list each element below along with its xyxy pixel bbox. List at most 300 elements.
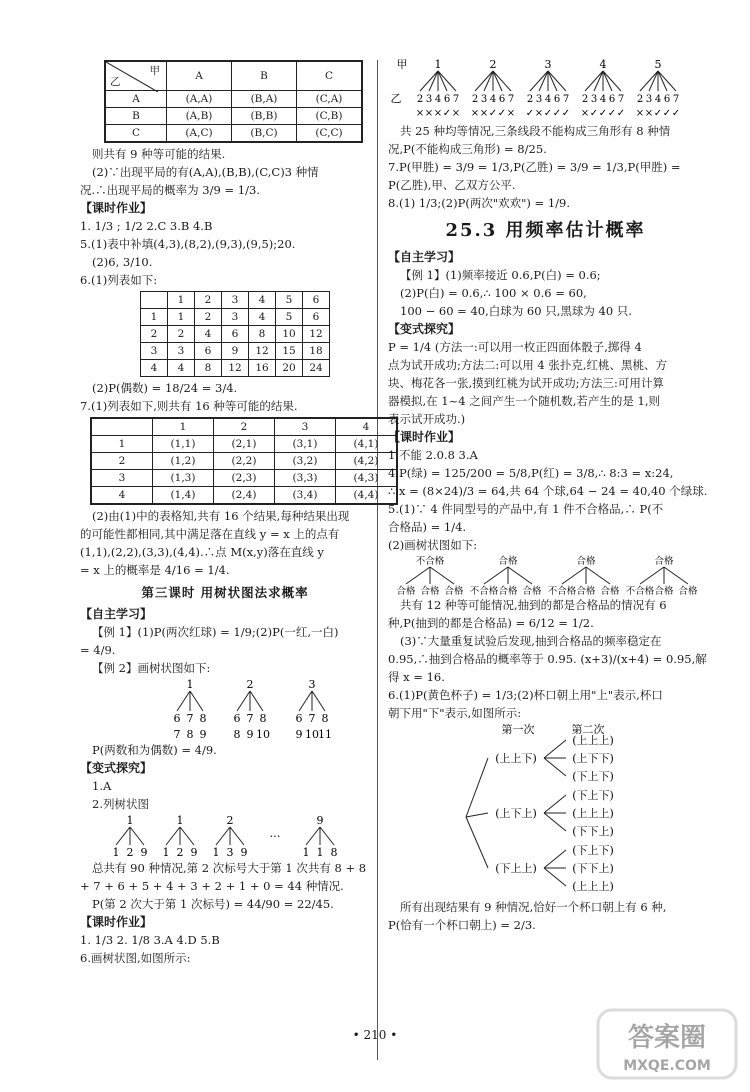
table-cell: (A,B): [167, 108, 232, 125]
column-divider: [377, 60, 378, 1060]
tree-root: 1: [434, 58, 442, 71]
tree-branch: [544, 758, 566, 776]
left-column: [80, 58, 379, 967]
tree-branch: [429, 71, 438, 91]
text-line: (2)P(白) = 0.6,∴ 100 × 0.6 = 60,: [400, 286, 587, 300]
table-row: [141, 360, 330, 377]
tree-branch: [180, 827, 194, 845]
table-cell: 24: [303, 360, 330, 377]
table-cell: (2,4): [214, 487, 275, 505]
lesson-title: 第三课时 用树状图法求概率: [141, 585, 309, 600]
table-cell: (B,C): [232, 125, 297, 143]
table-cell: 15: [276, 343, 303, 360]
tree-leaf: 1: [162, 846, 170, 859]
table-cell: A: [167, 61, 232, 91]
text-line: 表示试开成功.): [388, 412, 466, 426]
table-cell: 8: [195, 360, 222, 377]
table-cell: 4: [91, 487, 153, 505]
table-cell: B: [232, 61, 297, 91]
tree-first: (上下上): [495, 807, 537, 820]
tree-leaf: 3: [480, 94, 488, 105]
table-cell: (4,3): [336, 470, 398, 487]
tree-mark: ✓: [488, 108, 498, 119]
tree-branch: [544, 740, 566, 758]
table-cell: (A,A): [167, 91, 232, 108]
tree-diagram-quality: [388, 554, 703, 596]
tree-mark: ✓: [552, 108, 562, 119]
table-cell: 3: [168, 343, 195, 360]
tree-leaf: 4: [434, 94, 442, 105]
tree-leaf: 6: [173, 712, 181, 725]
tree-mark: ×: [635, 108, 645, 119]
tree-branch: [649, 71, 658, 91]
table-cell: (2,3): [214, 470, 275, 487]
text-line: = x 上的概率是 4/16 = 1/4.: [80, 563, 230, 577]
tree-sum: 8: [186, 728, 194, 741]
table-cell: 5: [276, 309, 303, 326]
section-heading: 【变式探究】: [388, 322, 461, 336]
tree-mark: ×: [506, 108, 516, 119]
tree-branch: [484, 71, 493, 91]
tree-leaf: 2: [471, 94, 479, 105]
text-line: P(恰有一个杯口朝上) = 2/3.: [388, 918, 536, 932]
table-cell: 3: [275, 418, 336, 436]
tree-leaf: 合格: [576, 586, 596, 596]
tree-leaf: 4: [599, 94, 607, 105]
tree-leaf: 7: [186, 712, 194, 725]
tree-root: 2: [489, 58, 497, 71]
tree-col-header: 第一次: [501, 723, 535, 736]
tree-leaf: 6: [553, 94, 561, 105]
tree-leaf: 7: [308, 712, 316, 725]
text-line: (1,1),(2,2),(3,3),(4,4).∴点 M(x,y)落在直线 y: [80, 545, 324, 559]
table-cell: 12: [303, 326, 330, 343]
tree-branch: [420, 71, 438, 91]
tree-branch: [530, 71, 548, 91]
tree-mark: ✓: [653, 108, 663, 119]
table-cell: 4: [195, 326, 222, 343]
tree-sum: 9: [246, 728, 254, 741]
tree-root: 合格: [498, 556, 518, 567]
text-line: 0.95,∴抽到合格品的概率等于 0.95. (x+3)/(x+4) = 0.95,解: [388, 652, 707, 666]
tree-leaf: 4: [544, 94, 552, 105]
table-cell: 12: [249, 343, 276, 360]
table-cell: (1,1): [153, 436, 214, 453]
table-2: [140, 291, 330, 377]
tree-diagram-triangles: [388, 58, 703, 122]
tree-branch: [493, 71, 511, 91]
tree-mark: ×: [424, 108, 434, 119]
tree-sum: 7: [173, 728, 181, 741]
table-cell: 4: [249, 292, 276, 309]
table-cell: 2: [195, 309, 222, 326]
tree-leaf: 1: [316, 846, 324, 859]
text-line: 5.(1)表中补填(4,3),(8,2),(9,3),(9,5);20.: [80, 237, 296, 251]
table-row: [105, 108, 362, 125]
table-cell: (B,B): [232, 108, 297, 125]
tree-root: 3: [308, 678, 316, 691]
watermark-line2: MXQE.COM: [623, 1058, 711, 1074]
table-row: [91, 453, 397, 470]
tree-mark: ×: [644, 108, 654, 119]
tree-leaf: 3: [645, 94, 653, 105]
tree-leaf: 3: [535, 94, 543, 105]
table-cell: (B,A): [232, 91, 297, 108]
text-line: 8.(1) 1/3;(2)P(两次"欢欢") = 1/9.: [388, 196, 570, 210]
tree-branch: [312, 691, 325, 711]
tree-branch: [493, 71, 502, 91]
text-line: 6.(1)P(黄色杯子) = 1/3;(2)杯口朝上用"上"表示,杯口: [388, 688, 663, 702]
text-line: (2)6, 3/10.: [92, 255, 153, 269]
tree-leaf: 9: [140, 846, 148, 859]
tree-branch: [640, 567, 664, 584]
tree-diagram-labels: [80, 813, 370, 859]
tree-second: (下下上): [572, 862, 614, 875]
table-cell: (C,B): [297, 108, 363, 125]
tree-mark: ×: [433, 108, 443, 119]
tree-mark: ✓: [607, 108, 617, 119]
tree-sum: 9: [199, 728, 207, 741]
tree-branch: [299, 691, 312, 711]
tree-mark: ✓: [543, 108, 553, 119]
table-header-row: [91, 418, 397, 436]
tree-branch: [664, 567, 688, 584]
table-1-corner: [105, 61, 167, 91]
text-line: + 7 + 6 + 5 + 4 + 3 + 2 + 1 + 0 = 44 种情况.: [80, 879, 344, 893]
tree-root: 合格: [654, 556, 674, 567]
table-cell: 1: [141, 309, 168, 326]
tree-leaf: 6: [233, 712, 241, 725]
table-cell: 3: [91, 470, 153, 487]
tree-branch: [466, 813, 488, 817]
tree-second: (上下下): [572, 752, 614, 765]
table-cell: 9: [222, 343, 249, 360]
tree-root: 不合格: [415, 556, 445, 567]
table-cell: (3,1): [275, 436, 336, 453]
text-line: P = 1/4 (方法一:可以用一枚正四面体骰子,掷得 4: [388, 340, 642, 354]
tree-leaf: 7: [246, 712, 254, 725]
tree-leaf: 4: [489, 94, 497, 105]
tree-mark: ✓: [525, 108, 535, 119]
text-line: 1.不能 2.0.8 3.A: [388, 448, 478, 462]
text-line: P(乙胜),甲、乙双方公平.: [388, 178, 516, 192]
tree-leaf: 8: [199, 712, 207, 725]
table-cell: 4: [336, 418, 398, 436]
table-row: [141, 326, 330, 343]
text-line: ∴ x = (8×24)/3 = 64,共 64 个球,64 − 24 = 40,40 个绿球.: [388, 484, 708, 498]
tree-leaf: 8: [321, 712, 329, 725]
table-cell: 5: [276, 292, 303, 309]
tree-leaf: 1: [302, 846, 310, 859]
tree-label-yi: 乙: [390, 92, 402, 105]
tree-leaf: 2: [416, 94, 424, 105]
table-cell: 4: [141, 360, 168, 377]
table-1: [104, 60, 363, 143]
tree-second: (下上下): [572, 844, 614, 857]
tree-branch: [544, 795, 566, 813]
table-cell: 3: [222, 292, 249, 309]
text-line: 【例 2】画树状图如下:: [92, 661, 211, 675]
tree-branch: [603, 71, 621, 91]
tree-leaf: 6: [498, 94, 506, 105]
tree-branch: [508, 567, 532, 584]
table-cell: (4,1): [336, 436, 398, 453]
watermark-logo: [592, 1004, 742, 1084]
tree-first: (上上下): [495, 752, 537, 765]
tree-branch: [466, 817, 488, 868]
table-cell: 4: [249, 309, 276, 326]
table-1-corner-top: 甲: [149, 65, 160, 77]
text-line: 况.∴出现平局的概率为 3/9 = 1/3.: [80, 183, 260, 197]
text-line: 合格品) = 1/4.: [388, 520, 467, 534]
tree-branch: [237, 691, 250, 711]
tree-mark: ✓: [561, 108, 571, 119]
table-cell: 3: [141, 343, 168, 360]
tree-sum: 8: [233, 728, 241, 741]
tree-leaf: 9: [190, 846, 198, 859]
text-line: 7.(1)列表如下,则共有 16 种等可能的结果.: [80, 399, 298, 413]
tree-mark: ✓: [442, 108, 452, 119]
tree-branch: [603, 71, 612, 91]
tree-mark: ×: [580, 108, 590, 119]
tree-leaf: 1: [212, 846, 220, 859]
table-row: [91, 487, 397, 505]
tree-branch: [586, 567, 610, 584]
tree-sum: 10: [305, 728, 319, 741]
tree-leaf: 7: [617, 94, 625, 105]
tree-branch: [548, 71, 557, 91]
table-cell: (A,C): [167, 125, 232, 143]
tree-branch: [484, 567, 508, 584]
tree-second: (上上上): [572, 734, 614, 747]
table-cell: (2,2): [214, 453, 275, 470]
text-line: 点为试开成功;方法二:可以用 4 张扑克,红桃、黑桃、方: [388, 358, 668, 372]
table-cell: 6: [303, 309, 330, 326]
tree-leaf: 2: [126, 846, 134, 859]
tree-diagram-cups: [388, 722, 703, 898]
tree-root: 4: [599, 58, 607, 71]
tree-leaf: 2: [581, 94, 589, 105]
tree-leaf: 不合格: [469, 586, 499, 596]
tree-mark: ×: [451, 108, 461, 119]
text-line: 4.P(绿) = 125/200 = 5/8,P(红) = 3/8,∴ 8:3 = x:24,: [388, 466, 674, 480]
tree-branch: [116, 827, 130, 845]
table-cell: 8: [249, 326, 276, 343]
tree-leaf: 6: [295, 712, 303, 725]
table-cell: (1,3): [153, 470, 214, 487]
text-line: 块、梅花各一张,摸到红桃为试开成功;方法三:可用计算: [388, 376, 664, 390]
tree-root: 2: [246, 678, 254, 691]
table-row: [105, 125, 362, 143]
tree-mark: ✓: [662, 108, 672, 119]
tree-branch: [539, 71, 548, 91]
table-1-corner-bottom: 乙: [110, 76, 121, 88]
text-line: 1. 1/3 ; 1/2 2.C 3.B 4.B: [80, 219, 213, 233]
text-line: 况,P(不能构成三角形) = 8/25.: [388, 142, 547, 156]
tree-mark: ✓: [616, 108, 626, 119]
table-cell: 4: [168, 360, 195, 377]
section-title: 25.3 用频率估计概率: [445, 220, 646, 241]
tree-root: 1: [186, 678, 194, 691]
table-cell: 6: [195, 343, 222, 360]
tree-root: 2: [226, 814, 234, 827]
tree-leaf: 7: [507, 94, 515, 105]
tree-leaf: 8: [259, 712, 267, 725]
tree-root: 5: [654, 58, 662, 71]
tree-sum: 11: [318, 728, 332, 741]
tree-leaf: 合格: [396, 586, 416, 596]
tree-branch: [640, 71, 658, 91]
tree-branch: [406, 567, 430, 584]
tree-leaf: 合格: [498, 586, 518, 596]
tree-branch: [130, 827, 144, 845]
tree-branch: [544, 813, 566, 831]
table-cell: (2,1): [214, 436, 275, 453]
table-cell: (1,2): [153, 453, 214, 470]
text-line: = 4/9.: [80, 643, 116, 657]
tree-leaf: 6: [663, 94, 671, 105]
tree-diagram-sums: [80, 677, 370, 741]
table-cell: 2: [168, 326, 195, 343]
tree-leaf: 3: [425, 94, 433, 105]
table-row: [91, 470, 397, 487]
text-line: P(两数和为偶数) = 4/9.: [92, 743, 217, 757]
tree-branch: [306, 827, 320, 845]
table-cell: 12: [222, 360, 249, 377]
tree-branch: [430, 567, 454, 584]
text-line: 总共有 90 种情况,第 2 次标号大于第 1 次共有 8 + 8: [92, 861, 367, 875]
table-cell: 1: [153, 418, 214, 436]
tree-first: (下上上): [495, 862, 537, 875]
section-heading: 【课时作业】: [388, 430, 461, 444]
text-line: 得 x = 16.: [388, 670, 445, 684]
tree-leaf: 7: [562, 94, 570, 105]
table-cell: A: [105, 91, 167, 108]
table-cell: (C,A): [297, 91, 363, 108]
tree-leaf: 不合格: [625, 586, 655, 596]
table-cell: [141, 292, 168, 309]
text-line: 【例 1】(1)P(两次红球) = 1/9;(2)P(一红,一白): [92, 625, 339, 639]
tree-mark: ×: [479, 108, 489, 119]
table-header-row: [141, 292, 330, 309]
tree-second: (下上下): [572, 789, 614, 802]
table-cell: (3,3): [275, 470, 336, 487]
tree-branch: [658, 71, 667, 91]
tree-root: 1: [176, 814, 184, 827]
table-cell: B: [105, 108, 167, 125]
table-cell: (C,C): [297, 125, 363, 143]
text-line: 5.(1)∵ 4 件同型号的产品中,有 1 件不合格品,∴ P(不: [388, 502, 664, 516]
tree-mark: ×: [415, 108, 425, 119]
tree-mark: ×: [534, 108, 544, 119]
table-cell: 6: [222, 326, 249, 343]
tree-branch: [190, 691, 203, 711]
text-line: 1. 1/3 2. 1/8 3.A 4.D 5.B: [80, 933, 220, 947]
tree-col-header: 第二次: [571, 723, 605, 736]
tree-branch: [438, 71, 447, 91]
table-cell: 18: [303, 343, 330, 360]
tree-leaf: 6: [608, 94, 616, 105]
text-line: 6.画树状图,如图所示:: [80, 951, 191, 965]
text-line: 6.(1)列表如下:: [80, 273, 158, 287]
tree-ellipsis: …: [269, 827, 281, 840]
tree-leaf: 合格: [654, 586, 674, 596]
tree-leaf: 合格: [444, 586, 464, 596]
text-line: 7.P(甲胜) = 3/9 = 1/3,P(乙胜) = 3/9 = 1/3,P(甲胜) =: [388, 160, 681, 174]
tree-leaf: 不合格: [547, 586, 577, 596]
tree-sum: 10: [256, 728, 270, 741]
section-heading: 【自主学习】: [80, 607, 153, 621]
table-row: [105, 91, 362, 108]
tree-branch: [544, 868, 566, 886]
tree-sum: 9: [295, 728, 303, 741]
text-line: 的可能性都相同,其中满足落在直线 y = x 上的点有: [80, 527, 340, 541]
table-row: [141, 309, 330, 326]
tree-leaf: 合格: [678, 586, 698, 596]
text-line: (2)画树状图如下:: [388, 538, 478, 552]
watermark-line1: 答案圈: [627, 1023, 707, 1053]
table-row: [91, 436, 397, 453]
tree-second: (上上上): [572, 880, 614, 893]
tree-second: (上上上): [572, 807, 614, 820]
tree-second: (下下上): [572, 825, 614, 838]
tree-branch: [594, 71, 603, 91]
text-line: 朝下用"下"表示,如图所示:: [388, 706, 522, 720]
tree-leaf: 1: [112, 846, 120, 859]
tree-leaf: 9: [240, 846, 248, 859]
text-line: (2)∵出现平局的有(A,A),(B,B),(C,C)3 种情: [92, 165, 319, 179]
tree-leaf: 8: [330, 846, 338, 859]
table-cell: 16: [249, 360, 276, 377]
tree-mark: ✓: [497, 108, 507, 119]
tree-branch: [250, 691, 263, 711]
tree-branch: [320, 827, 334, 845]
table-cell: (3,2): [275, 453, 336, 470]
table-cell: 3: [222, 309, 249, 326]
table-3: [90, 417, 398, 505]
text-line: (3)∵大量重复试验后发现,抽到合格品的频率稳定在: [400, 634, 662, 648]
text-line: 100 − 60 = 40,白球为 60 只,黑球为 40 只.: [400, 304, 632, 318]
table-cell: (4,4): [336, 487, 398, 505]
tree-branch: [585, 71, 603, 91]
tree-root: 合格: [576, 556, 596, 567]
tree-leaf: 3: [226, 846, 234, 859]
table-cell: 1: [168, 309, 195, 326]
text-line: 【例 1】(1)频率接近 0.6,P(白) = 0.6;: [400, 268, 601, 282]
tree-branch: [475, 71, 493, 91]
text-line: 共有 12 种等可能情况,抽到的都是合格品的情况有 6: [400, 598, 667, 612]
tree-leaf: 3: [590, 94, 598, 105]
tree-mark: ✓: [671, 108, 681, 119]
table-cell: C: [297, 61, 363, 91]
text-line: P(第 2 次大于第 1 次标号) = 44/90 = 22/45.: [92, 897, 334, 911]
text-line: 所有出现结果有 9 种情况,恰好一个杯口朝上有 6 种,: [400, 900, 667, 914]
text-line: 2.列树状图: [92, 797, 149, 811]
tree-branch: [548, 71, 566, 91]
tree-mark: ✓: [598, 108, 608, 119]
section-heading: 【课时作业】: [80, 201, 153, 215]
tree-second: (下上下): [572, 770, 614, 783]
tree-leaf: 4: [654, 94, 662, 105]
table-cell: 10: [276, 326, 303, 343]
tree-mark: ×: [470, 108, 480, 119]
tree-root: 9: [316, 814, 324, 827]
tree-leaf: 合格: [522, 586, 542, 596]
tree-branch: [216, 827, 230, 845]
tree-leaf: 7: [452, 94, 460, 105]
table-cell: 6: [303, 292, 330, 309]
tree-leaf: 2: [636, 94, 644, 105]
